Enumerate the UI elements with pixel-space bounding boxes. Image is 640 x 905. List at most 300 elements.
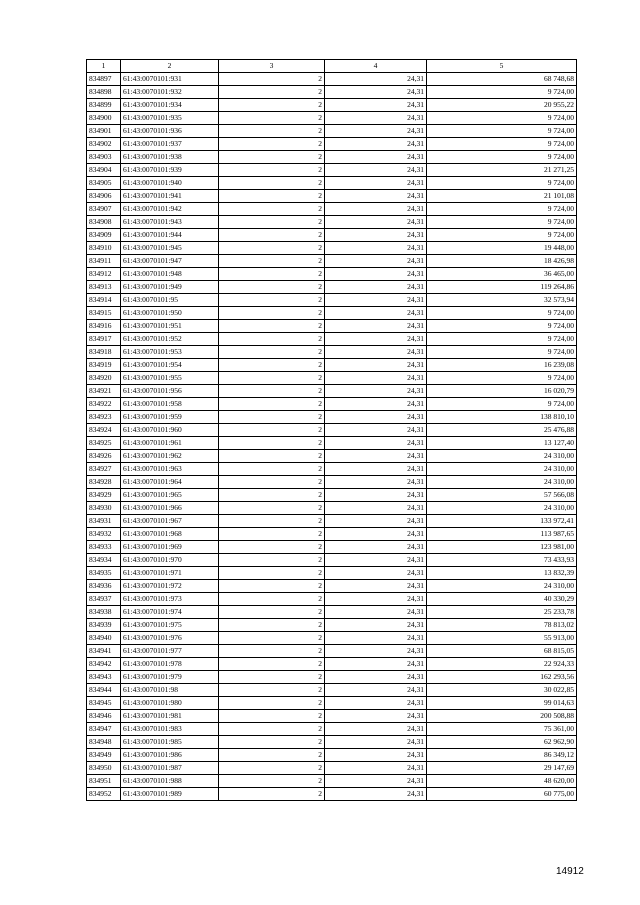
table-cell-col2: 61:43:0070101:943 xyxy=(121,216,219,229)
table-cell-col5: 40 330,29 xyxy=(427,593,577,606)
column-header-5: 5 xyxy=(427,60,577,73)
table-cell-col1: 834914 xyxy=(87,294,121,307)
table-cell-col4: 24,31 xyxy=(325,476,427,489)
table-cell-col2: 61:43:0070101:949 xyxy=(121,281,219,294)
table-cell-col1: 834923 xyxy=(87,411,121,424)
table-cell-col4: 24,31 xyxy=(325,762,427,775)
table-cell-col3: 2 xyxy=(219,463,325,476)
table-cell-col3: 2 xyxy=(219,398,325,411)
table-cell-col4: 24,31 xyxy=(325,619,427,632)
table-cell-col3: 2 xyxy=(219,528,325,541)
table-cell-col3: 2 xyxy=(219,489,325,502)
table-cell-col3: 2 xyxy=(219,307,325,320)
table-row xyxy=(87,788,577,801)
table-cell-col1: 834903 xyxy=(87,151,121,164)
table-cell-col2: 61:43:0070101:941 xyxy=(121,190,219,203)
table-cell-col2: 61:43:0070101:958 xyxy=(121,398,219,411)
table-cell-col2: 61:43:0070101:965 xyxy=(121,489,219,502)
table-cell-col1: 834899 xyxy=(87,99,121,112)
table-cell-col1: 834945 xyxy=(87,697,121,710)
table-cell-col4: 24,31 xyxy=(325,567,427,580)
table-cell-col2: 61:43:0070101:931 xyxy=(121,73,219,86)
table-cell-col3: 2 xyxy=(219,762,325,775)
table-cell-col1: 834932 xyxy=(87,528,121,541)
table-row xyxy=(87,242,577,255)
table-cell-col3: 2 xyxy=(219,177,325,190)
table-cell-col1: 834915 xyxy=(87,307,121,320)
table-row xyxy=(87,658,577,671)
table-cell-col4: 24,31 xyxy=(325,359,427,372)
table-cell-col4: 24,31 xyxy=(325,658,427,671)
header-row xyxy=(87,60,577,73)
table-cell-col4: 24,31 xyxy=(325,528,427,541)
table-cell-col4: 24,31 xyxy=(325,710,427,723)
table-cell-col3: 2 xyxy=(219,658,325,671)
table-cell-col2: 61:43:0070101:959 xyxy=(121,411,219,424)
table-row xyxy=(87,645,577,658)
table-row xyxy=(87,710,577,723)
table-cell-col5: 9 724,00 xyxy=(427,346,577,359)
table-cell-col5: 138 810,10 xyxy=(427,411,577,424)
table-cell-col5: 113 987,65 xyxy=(427,528,577,541)
table-cell-col2: 61:43:0070101:973 xyxy=(121,593,219,606)
table-cell-col1: 834948 xyxy=(87,736,121,749)
table-cell-col3: 2 xyxy=(219,632,325,645)
table-cell-col3: 2 xyxy=(219,216,325,229)
table-cell-col5: 9 724,00 xyxy=(427,307,577,320)
table-cell-col3: 2 xyxy=(219,580,325,593)
table-row xyxy=(87,320,577,333)
table-row xyxy=(87,385,577,398)
table-row xyxy=(87,437,577,450)
table-cell-col5: 29 147,69 xyxy=(427,762,577,775)
table-cell-col1: 834922 xyxy=(87,398,121,411)
table-cell-col5: 32 573,94 xyxy=(427,294,577,307)
table-cell-col5: 9 724,00 xyxy=(427,112,577,125)
table-cell-col1: 834940 xyxy=(87,632,121,645)
table-cell-col1: 834919 xyxy=(87,359,121,372)
table-cell-col4: 24,31 xyxy=(325,749,427,762)
table-cell-col2: 61:43:0070101:936 xyxy=(121,125,219,138)
table-cell-col3: 2 xyxy=(219,86,325,99)
table-row xyxy=(87,138,577,151)
table-cell-col4: 24,31 xyxy=(325,99,427,112)
table-cell-col3: 2 xyxy=(219,320,325,333)
table-cell-col1: 834938 xyxy=(87,606,121,619)
table-cell-col4: 24,31 xyxy=(325,723,427,736)
table-cell-col1: 834921 xyxy=(87,385,121,398)
table-cell-col4: 24,31 xyxy=(325,164,427,177)
table-row xyxy=(87,528,577,541)
table-cell-col1: 834946 xyxy=(87,710,121,723)
table-cell-col3: 2 xyxy=(219,671,325,684)
table-row xyxy=(87,86,577,99)
table-cell-col5: 9 724,00 xyxy=(427,229,577,242)
table-cell-col1: 834907 xyxy=(87,203,121,216)
table-cell-col2: 61:43:0070101:952 xyxy=(121,333,219,346)
table-row xyxy=(87,255,577,268)
table-cell-col1: 834939 xyxy=(87,619,121,632)
table-cell-col5: 9 724,00 xyxy=(427,372,577,385)
table-row xyxy=(87,450,577,463)
table-cell-col4: 24,31 xyxy=(325,502,427,515)
table-cell-col3: 2 xyxy=(219,593,325,606)
table-cell-col4: 24,31 xyxy=(325,788,427,801)
table-row xyxy=(87,606,577,619)
table-cell-col1: 834902 xyxy=(87,138,121,151)
table-cell-col4: 24,31 xyxy=(325,138,427,151)
table-row xyxy=(87,593,577,606)
table-cell-col5: 19 448,00 xyxy=(427,242,577,255)
table-cell-col2: 61:43:0070101:950 xyxy=(121,307,219,320)
table-cell-col2: 61:43:0070101:966 xyxy=(121,502,219,515)
table-cell-col5: 57 566,08 xyxy=(427,489,577,502)
table-cell-col3: 2 xyxy=(219,723,325,736)
table-cell-col2: 61:43:0070101:962 xyxy=(121,450,219,463)
table-cell-col4: 24,31 xyxy=(325,190,427,203)
table-row xyxy=(87,151,577,164)
data-table xyxy=(86,59,577,801)
table-cell-col1: 834936 xyxy=(87,580,121,593)
table-cell-col5: 78 813,02 xyxy=(427,619,577,632)
table-row xyxy=(87,684,577,697)
table-cell-col5: 73 433,93 xyxy=(427,554,577,567)
table-cell-col3: 2 xyxy=(219,450,325,463)
table-cell-col1: 834950 xyxy=(87,762,121,775)
table-cell-col2: 61:43:0070101:956 xyxy=(121,385,219,398)
table-cell-col4: 24,31 xyxy=(325,424,427,437)
table-cell-col5: 9 724,00 xyxy=(427,138,577,151)
table-cell-col2: 61:43:0070101:969 xyxy=(121,541,219,554)
table-cell-col2: 61:43:0070101:979 xyxy=(121,671,219,684)
table-cell-col1: 834900 xyxy=(87,112,121,125)
table-cell-col2: 61:43:0070101:95 xyxy=(121,294,219,307)
table-cell-col5: 133 972,41 xyxy=(427,515,577,528)
table-cell-col1: 834898 xyxy=(87,86,121,99)
table-cell-col1: 834926 xyxy=(87,450,121,463)
table-cell-col3: 2 xyxy=(219,281,325,294)
table-cell-col5: 16 239,08 xyxy=(427,359,577,372)
table-cell-col4: 24,31 xyxy=(325,320,427,333)
table-cell-col5: 24 310,00 xyxy=(427,463,577,476)
table-row xyxy=(87,268,577,281)
table-cell-col2: 61:43:0070101:940 xyxy=(121,177,219,190)
table-row xyxy=(87,229,577,242)
table-cell-col4: 24,31 xyxy=(325,255,427,268)
table-cell-col5: 119 264,86 xyxy=(427,281,577,294)
table-cell-col4: 24,31 xyxy=(325,632,427,645)
table-cell-col2: 61:43:0070101:967 xyxy=(121,515,219,528)
table-cell-col3: 2 xyxy=(219,125,325,138)
table-cell-col2: 61:43:0070101:98 xyxy=(121,684,219,697)
table-cell-col3: 2 xyxy=(219,203,325,216)
table-cell-col3: 2 xyxy=(219,645,325,658)
table-cell-col5: 9 724,00 xyxy=(427,203,577,216)
table-row xyxy=(87,73,577,86)
table-cell-col2: 61:43:0070101:938 xyxy=(121,151,219,164)
table-cell-col1: 834949 xyxy=(87,749,121,762)
table-cell-col4: 24,31 xyxy=(325,775,427,788)
table-cell-col2: 61:43:0070101:987 xyxy=(121,762,219,775)
table-cell-col2: 61:43:0070101:944 xyxy=(121,229,219,242)
table-cell-col5: 25 233,78 xyxy=(427,606,577,619)
table-cell-col2: 61:43:0070101:960 xyxy=(121,424,219,437)
table-row xyxy=(87,177,577,190)
table-cell-col1: 834913 xyxy=(87,281,121,294)
table-cell-col4: 24,31 xyxy=(325,697,427,710)
table-row xyxy=(87,307,577,320)
table-cell-col1: 834933 xyxy=(87,541,121,554)
table-row xyxy=(87,99,577,112)
table-cell-col5: 9 724,00 xyxy=(427,216,577,229)
table-cell-col3: 2 xyxy=(219,476,325,489)
table-row xyxy=(87,463,577,476)
table-cell-col4: 24,31 xyxy=(325,736,427,749)
table-cell-col5: 9 724,00 xyxy=(427,177,577,190)
table-cell-col1: 834941 xyxy=(87,645,121,658)
table-row xyxy=(87,294,577,307)
table-cell-col4: 24,31 xyxy=(325,112,427,125)
table-row xyxy=(87,411,577,424)
table-cell-col4: 24,31 xyxy=(325,541,427,554)
table-cell-col4: 24,31 xyxy=(325,437,427,450)
table-cell-col1: 834931 xyxy=(87,515,121,528)
table-row xyxy=(87,203,577,216)
table-row xyxy=(87,736,577,749)
table-cell-col2: 61:43:0070101:986 xyxy=(121,749,219,762)
table-cell-col3: 2 xyxy=(219,138,325,151)
table-cell-col1: 834924 xyxy=(87,424,121,437)
table-cell-col4: 24,31 xyxy=(325,86,427,99)
table-row xyxy=(87,632,577,645)
table-cell-col5: 13 832,39 xyxy=(427,567,577,580)
table-cell-col2: 61:43:0070101:932 xyxy=(121,86,219,99)
table-cell-col3: 2 xyxy=(219,164,325,177)
table-cell-col2: 61:43:0070101:947 xyxy=(121,255,219,268)
table-row xyxy=(87,112,577,125)
table-cell-col4: 24,31 xyxy=(325,125,427,138)
table-cell-col3: 2 xyxy=(219,112,325,125)
table-cell-col4: 24,31 xyxy=(325,346,427,359)
table-cell-col4: 24,31 xyxy=(325,450,427,463)
table-cell-col4: 24,31 xyxy=(325,372,427,385)
table-cell-col4: 24,31 xyxy=(325,203,427,216)
table-cell-col1: 834925 xyxy=(87,437,121,450)
table-cell-col5: 99 014,63 xyxy=(427,697,577,710)
table-cell-col4: 24,31 xyxy=(325,268,427,281)
table-cell-col3: 2 xyxy=(219,372,325,385)
table-cell-col2: 61:43:0070101:978 xyxy=(121,658,219,671)
table-cell-col4: 24,31 xyxy=(325,398,427,411)
column-header-4: 4 xyxy=(325,60,427,73)
table-cell-col4: 24,31 xyxy=(325,385,427,398)
table-row xyxy=(87,515,577,528)
table-cell-col1: 834942 xyxy=(87,658,121,671)
table-cell-col5: 36 465,00 xyxy=(427,268,577,281)
table-cell-col5: 9 724,00 xyxy=(427,333,577,346)
table-cell-col1: 834897 xyxy=(87,73,121,86)
table-cell-col2: 61:43:0070101:970 xyxy=(121,554,219,567)
table-cell-col3: 2 xyxy=(219,567,325,580)
table-cell-col1: 834911 xyxy=(87,255,121,268)
table-cell-col5: 9 724,00 xyxy=(427,320,577,333)
table-cell-col2: 61:43:0070101:937 xyxy=(121,138,219,151)
table-cell-col1: 834929 xyxy=(87,489,121,502)
table-cell-col5: 9 724,00 xyxy=(427,86,577,99)
table-cell-col1: 834944 xyxy=(87,684,121,697)
column-header-2: 2 xyxy=(121,60,219,73)
table-cell-col4: 24,31 xyxy=(325,606,427,619)
table-cell-col1: 834908 xyxy=(87,216,121,229)
table-cell-col5: 68 748,68 xyxy=(427,73,577,86)
table-cell-col5: 162 293,56 xyxy=(427,671,577,684)
table-cell-col4: 24,31 xyxy=(325,593,427,606)
table-cell-col2: 61:43:0070101:964 xyxy=(121,476,219,489)
table-cell-col3: 2 xyxy=(219,268,325,281)
table-row xyxy=(87,216,577,229)
table-body xyxy=(87,73,577,801)
table-cell-col3: 2 xyxy=(219,190,325,203)
table-cell-col4: 24,31 xyxy=(325,463,427,476)
table-cell-col3: 2 xyxy=(219,684,325,697)
table-cell-col2: 61:43:0070101:961 xyxy=(121,437,219,450)
table-cell-col1: 834910 xyxy=(87,242,121,255)
table-cell-col4: 24,31 xyxy=(325,684,427,697)
table-cell-col2: 61:43:0070101:945 xyxy=(121,242,219,255)
table-cell-col5: 200 508,88 xyxy=(427,710,577,723)
table-cell-col5: 123 981,00 xyxy=(427,541,577,554)
table-cell-col1: 834943 xyxy=(87,671,121,684)
table-cell-col3: 2 xyxy=(219,606,325,619)
table-cell-col5: 68 815,05 xyxy=(427,645,577,658)
table-cell-col3: 2 xyxy=(219,229,325,242)
table-cell-col4: 24,31 xyxy=(325,671,427,684)
table-cell-col5: 24 310,00 xyxy=(427,476,577,489)
table-cell-col1: 834917 xyxy=(87,333,121,346)
table-cell-col4: 24,31 xyxy=(325,177,427,190)
table-row xyxy=(87,580,577,593)
table-cell-col2: 61:43:0070101:985 xyxy=(121,736,219,749)
table-cell-col2: 61:43:0070101:935 xyxy=(121,112,219,125)
table-row xyxy=(87,424,577,437)
table-cell-col1: 834912 xyxy=(87,268,121,281)
table-cell-col5: 9 724,00 xyxy=(427,151,577,164)
table-cell-col1: 834930 xyxy=(87,502,121,515)
table-row xyxy=(87,541,577,554)
table-cell-col5: 24 310,00 xyxy=(427,502,577,515)
table-cell-col2: 61:43:0070101:975 xyxy=(121,619,219,632)
table-cell-col3: 2 xyxy=(219,619,325,632)
table-row xyxy=(87,489,577,502)
table-cell-col4: 24,31 xyxy=(325,489,427,502)
table-cell-col5: 24 310,00 xyxy=(427,580,577,593)
table-cell-col1: 834905 xyxy=(87,177,121,190)
table-cell-col2: 61:43:0070101:980 xyxy=(121,697,219,710)
table-row xyxy=(87,567,577,580)
table-cell-col4: 24,31 xyxy=(325,580,427,593)
table-cell-col2: 61:43:0070101:981 xyxy=(121,710,219,723)
table-cell-col5: 30 022,85 xyxy=(427,684,577,697)
table-cell-col3: 2 xyxy=(219,736,325,749)
table-row xyxy=(87,398,577,411)
table-cell-col3: 2 xyxy=(219,775,325,788)
table-row xyxy=(87,164,577,177)
table-cell-col4: 24,31 xyxy=(325,229,427,242)
table-cell-col1: 834937 xyxy=(87,593,121,606)
table-cell-col2: 61:43:0070101:972 xyxy=(121,580,219,593)
table-row xyxy=(87,502,577,515)
table-cell-col4: 24,31 xyxy=(325,554,427,567)
table-cell-col2: 61:43:0070101:954 xyxy=(121,359,219,372)
table-cell-col2: 61:43:0070101:939 xyxy=(121,164,219,177)
table-cell-col3: 2 xyxy=(219,255,325,268)
table-cell-col4: 24,31 xyxy=(325,294,427,307)
table-cell-col2: 61:43:0070101:977 xyxy=(121,645,219,658)
table-row xyxy=(87,762,577,775)
table-cell-col3: 2 xyxy=(219,151,325,164)
table-row xyxy=(87,125,577,138)
table-cell-col3: 2 xyxy=(219,385,325,398)
table-row xyxy=(87,554,577,567)
table-row xyxy=(87,775,577,788)
table-cell-col5: 48 620,00 xyxy=(427,775,577,788)
table-cell-col4: 24,31 xyxy=(325,333,427,346)
table-cell-col4: 24,31 xyxy=(325,151,427,164)
table-cell-col1: 834906 xyxy=(87,190,121,203)
table-cell-col5: 75 361,00 xyxy=(427,723,577,736)
page-number: 14912 xyxy=(556,866,584,877)
table-cell-col3: 2 xyxy=(219,515,325,528)
table-cell-col5: 25 476,88 xyxy=(427,424,577,437)
table-cell-col1: 834928 xyxy=(87,476,121,489)
table-cell-col3: 2 xyxy=(219,73,325,86)
table-cell-col1: 834934 xyxy=(87,554,121,567)
table-cell-col3: 2 xyxy=(219,333,325,346)
table-cell-col3: 2 xyxy=(219,242,325,255)
table-cell-col4: 24,31 xyxy=(325,216,427,229)
table-cell-col2: 61:43:0070101:989 xyxy=(121,788,219,801)
table-cell-col4: 24,31 xyxy=(325,242,427,255)
table-row xyxy=(87,190,577,203)
table-cell-col4: 24,31 xyxy=(325,73,427,86)
table-cell-col1: 834904 xyxy=(87,164,121,177)
table-cell-col2: 61:43:0070101:963 xyxy=(121,463,219,476)
table-cell-col4: 24,31 xyxy=(325,281,427,294)
column-header-1: 1 xyxy=(87,60,121,73)
table-cell-col3: 2 xyxy=(219,541,325,554)
table-cell-col3: 2 xyxy=(219,346,325,359)
table-cell-col5: 62 962,90 xyxy=(427,736,577,749)
table-row xyxy=(87,723,577,736)
table-cell-col1: 834909 xyxy=(87,229,121,242)
table-cell-col5: 22 924,33 xyxy=(427,658,577,671)
table-cell-col4: 24,31 xyxy=(325,411,427,424)
table-cell-col5: 9 724,00 xyxy=(427,398,577,411)
table-cell-col3: 2 xyxy=(219,359,325,372)
table-cell-col5: 13 127,40 xyxy=(427,437,577,450)
table-cell-col5: 86 349,12 xyxy=(427,749,577,762)
table-cell-col1: 834901 xyxy=(87,125,121,138)
table-cell-col1: 834920 xyxy=(87,372,121,385)
table-row xyxy=(87,333,577,346)
table-cell-col1: 834916 xyxy=(87,320,121,333)
table-cell-col2: 61:43:0070101:951 xyxy=(121,320,219,333)
table-cell-col3: 2 xyxy=(219,437,325,450)
table-cell-col4: 24,31 xyxy=(325,645,427,658)
table-cell-col5: 21 101,08 xyxy=(427,190,577,203)
table-cell-col5: 21 271,25 xyxy=(427,164,577,177)
table-cell-col1: 834947 xyxy=(87,723,121,736)
